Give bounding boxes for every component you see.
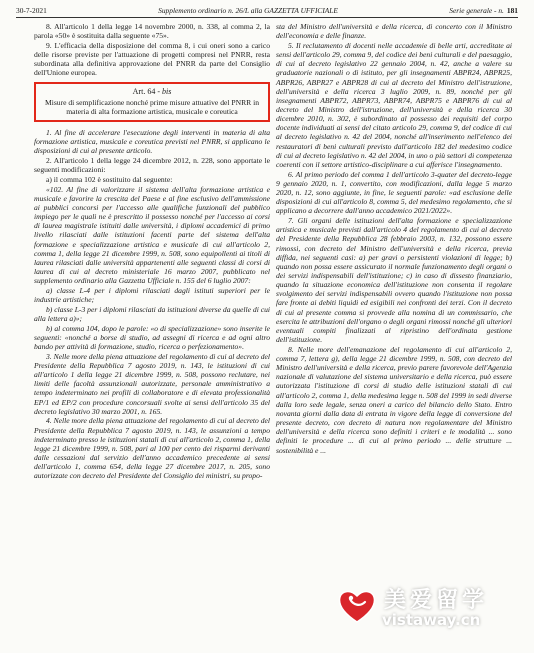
- left-column: [34, 22, 270, 481]
- article-number: Art. 64 -: [132, 86, 160, 96]
- left-body: [34, 128, 270, 481]
- right-column: [276, 22, 512, 455]
- paragraph: 5. Il reclutamento di docenti nelle accademie di belle arti, accreditate ai sensi dell'articolo 29, comma 9, del codice dei beni culturali e del paesaggio, di cui al decreto legislativo 22 gennaio 2004, n. 42, anche a valere su graduatorie nazionali o di istituto, per gli insegnamenti ABPR24, ABPR25, ABPR26, ABPR27 e ABPR28 di cui al decreto del Ministro dell'istruzione, dell'università e della ricerca 3 luglio 2009, n. 89, nonché per gli insegnamenti ABPR72, ABPR73, ABPR74, ABPR75 e ABPR76 di cui al decreto del Ministro dell'istruzione, dell'università e della ricerca 30 dicembre 2010, n. 302, è subordinato al possesso dei requisiti del corpo docente individuati ai sensi del citato articolo 29, comma 9, del codice di cui al decreto legislativo n. 42 del 2004, nonché all'inserimento nell'elenco dei restauratori di beni culturali previsto dall'articolo 182 del medesimo codice di cui al decreto legislativo n. 42 del 2004, in uno o più settori di competenza coerenti con il settore artistico-disciplinare a cui afferisce l'insegnamento.: [276, 40, 512, 169]
- article-description: Misure di semplificazione nonché prime misure attuative del PNRR in materia di alta formazione artistica, musicale e coreutica: [44, 97, 260, 116]
- header-series-label: Serie generale - n.: [449, 5, 504, 15]
- article-suffix: bis: [161, 86, 172, 96]
- paragraph: 4. Nelle more della piena attuazione del regolamento di cui al decreto del Presidente della Repubblica 7 agosto 2019, n. 143, le assunzioni a tempo indeterminato presso le istituzioni statali di cui all'articolo 2, comma 1, della legge 21 dicembre 1999, n. 508, pari al 100 per cento dei risparmi derivanti dalle cessazioni dal servizio dell'anno accademico precedente ai sensi dell'articolo 1, comma 654, della legge 27 dicembre 2017, n. 205, sono autorizzate con decreto del Presidente del Consiglio dei ministri, su propo-: [34, 416, 270, 481]
- header-date: 30-7-2021: [16, 5, 47, 15]
- header-series: [449, 6, 518, 15]
- paragraph: 8. All'articolo 1 della legge 14 novembre 2000, n. 338, al comma 2, la parola «50» è sostituita dalla seguente «75».: [34, 22, 270, 41]
- watermark: [336, 583, 524, 635]
- paragraph: sta del Ministro dell'università e della ricerca, di concerto con il Ministro dell'economia e delle finanze.: [276, 22, 512, 41]
- paragraph: 3. Nelle more della piena attuazione del regolamento di cui al decreto del Presidente della Repubblica 7 agosto 2019, n. 143, le istituzioni di cui all'articolo 1 della legge 21 dicembre 1999, n. 508, possono reclutare, nei limiti delle facoltà assunzionali autorizzate, personale amministrativo a tempo indeterminato nei profili di collaboratore e di elevata professionalità EP/1 ed EP/2 con procedure concorsuali svolte ai sensi dell'articolo 35 del decreto legislativo 30 marzo 2001, n. 165.: [34, 351, 270, 416]
- paragraph: a) classe L-4 per i diplomi rilasciati dagli istituti superiori per le industrie artistiche;: [34, 285, 270, 305]
- watermark-chinese-text: 美爱留学: [384, 588, 489, 613]
- article-title: [40, 87, 264, 96]
- paragraph: 1. Al fine di accelerare l'esecuzione degli interventi in materia di alta formazione artistica, musicale e coreutica previsti nel PNRR, si applicano le disposizioni di cui al presente articolo.: [34, 127, 270, 156]
- paragraph: a) il comma 102 è sostituito dal seguente:: [46, 174, 173, 184]
- heart-logo-icon: [336, 585, 378, 627]
- paragraph: 7. Gli organi delle istituzioni dell'alta formazione e specializzazione artistica e musicale previsti dall'articolo 4 del regolamento di cui al decreto del Presidente della Repubblica 28 febbraio 2003, n. 132, possono essere rimossi, con decreto del Ministro dell'università e della ricerca, previa diffida, nei seguenti casi: a) per gravi o persistenti violazioni di legge; b) quando non possa essere assicurato il normale funzionamento degli organi o dei servizi indispensabili dell'istituzione; c) in caso di dissesto finanziario, quando la situazione economica dell'istituzione non consenta il regolare svolgimento dei servizi indispensabili ovvero quando l'istituzione non possa fare fronte ai debiti liquidi ed esigibili nei confronti dei terzi. Con il decreto di cui al presente comma si provvede alla nomina di un commissario, che esercita le attribuzioni dell'organo o degli organi rimossi nonché gli ulteriori eventuali compiti finalizzati al ripristino dell'ordinata gestione dell'istituzione.: [276, 216, 512, 345]
- paragraph: «102. Al fine di valorizzare il sistema dell'alta formazione artistica e musicale e favorire la crescita del Paese e al fine esclusivo dell'ammissione ai pubblici concorsi per l'accesso alle qualifiche funzionali del pubblico impiego per le quali ne è prescritto il possesso nonché per l'accesso ai corsi di laurea magistrale istituiti dalle università, i diplomi accademici di primo livello rilasciati dalle istituzioni facenti parte del sistema dell'alta formazione e specializzazione artistica e musicale di cui all'articolo 2, comma 1, della legge 21 dicembre 1999, n. 508, sono equipollenti ai titoli di laurea rilasciati dalle università appartenenti alle seguenti classi di corsi di laurea di cui al decreto ministeriale 16 marzo 2007, pubblicato nel supplemento ordinario alla Gazzetta Ufficiale n. 155 del 6 luglio 2007:: [34, 184, 270, 286]
- paragraph: 9. L'efficacia della disposizione del comma 8, i cui oneri sono a carico delle risorse previste per l'attuazione di progetti compresi nel PNRR, resta subordinata alla definitiva approvazione del PNRR da parte del Consiglio dell'Unione europea.: [34, 40, 270, 78]
- article-heading-box: [34, 82, 270, 122]
- watermark-url: vistaway.cn: [382, 611, 481, 629]
- paragraph: 8. Nelle more dell'emanazione del regolamento di cui all'articolo 2, comma 7, lettera g), della legge 21 dicembre 1999, n. 508, con decreto del Ministro dell'università e della ricerca, previo parere favorevole dell'Agenzia nazionale di valutazione del sistema universitario e della ricerca, può essere autorizzata l'istituzione di corsi di studio delle istituzioni statali di cui all'articolo 2, comma 1, della medesima legge n. 508 del 1999 in sedi diverse dalla loro sede legale, senza oneri a carico del bilancio dello Stato. Entro novanta giorni dalla data di entrata in vigore della legge di conversione del presente decreto, con decreto di natura non regolamentare del Ministro dell'università e della ricerca sono definiti i criteri e le modalità ... sono definiti le procedure ... di cui al primo periodo ... delle strutture ... sostenibilità e ...: [276, 344, 512, 455]
- header-page-number: 181: [506, 5, 518, 15]
- right-body: [276, 22, 512, 455]
- page-header: [16, 4, 518, 16]
- paragraph: b) al comma 104, dopo le parole: «o di specializzazione» sono inserite le seguenti: «nonché a borse di studio, ad assegni di ricerca e ad ogni altro bando per attività di formazione, studio, ricerca o perfezionamento».: [34, 323, 270, 352]
- paragraph: b) classe L-3 per i diplomi rilasciati da istituzioni diverse da quelle di cui alla lettera a)»;: [34, 304, 270, 323]
- header-divider: [16, 17, 518, 18]
- header-publication: Supplemento ordinario n. 26/L alla GAZZETTA UFFICIALE: [158, 5, 338, 15]
- paragraph: 6. Al primo periodo del comma 1 dell'articolo 3-quater del decreto-legge 9 gennaio 2020, n. 1, convertito, con modificazioni, dalla legge 5 marzo 2020, n. 12, sono aggiunte, in fine, le seguenti parole: «ad esclusione delle disposizioni di cui all'articolo 8, comma 5, del medesimo regolamento, che si applicano a decorrere dall'anno accademico 2021/2022».: [276, 169, 512, 216]
- paragraph: 2. All'articolo 1 della legge 24 dicembre 2012, n. 228, sono apportate le seguenti modificazioni:: [34, 155, 270, 175]
